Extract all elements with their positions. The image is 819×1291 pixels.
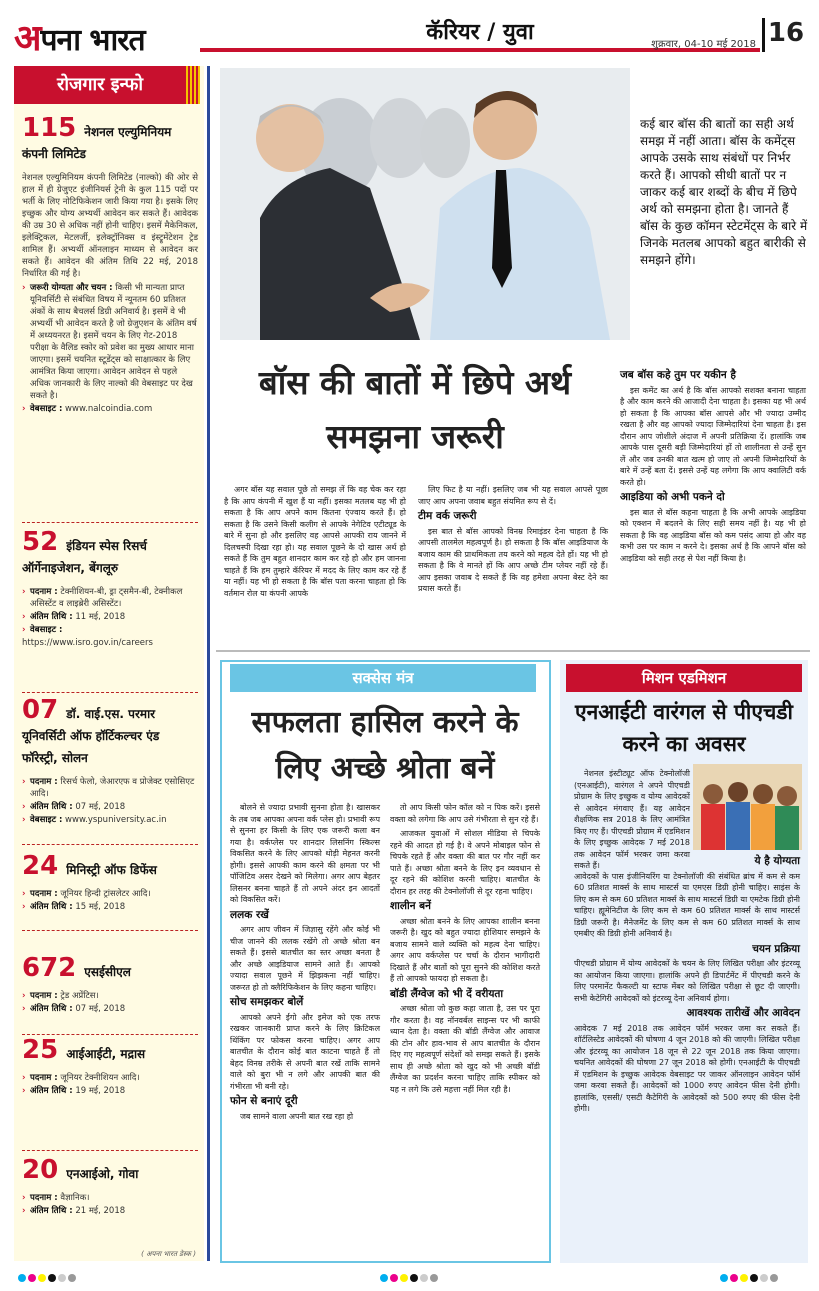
date-label: अंतिम तिथि : [30, 902, 73, 912]
paragraph: अच्छा श्रोता बनने के लिए आपका शालीन बनना जरूरी है। खुद को बहुत ज्यादा होशियार समझने के बजाय सामने वाले व्यक्ति को महत्व देना चाहिए। अगर आप वर्कप्लेस पर चर्चा के दौरान भागीदारी दिखाते हैं और बातों को पूरा सुनने की कोशिश करते हैं तो आपको फायदा हो सकता है। [390, 916, 540, 983]
website-label: वेबसाइट : [30, 815, 63, 825]
date-label: अंतिम तिथि : [30, 1086, 73, 1096]
paragraph: अगर आप जीवन में जिज्ञासु रहेंगे और कोई भी चीज जानने की ललक रखेंगे तो अच्छे श्रोता बन सकते हैं। इससे बातचीत का स्तर अच्छा बनता है और अच्छे आइडियाज सामने आते हैं। आपको ज्यादा सवाल पूछने में झिझकना नहीं चाहिए। जरूरत हो तो क्लैरिफिकेशन के लिए कहना चाहिए। [230, 925, 380, 992]
subheading: टीम वर्क जरूरी [418, 510, 477, 522]
post-label: पदनाम : [30, 587, 58, 597]
job-last-date [22, 1085, 198, 1097]
job-org: इंडियन स्पेस रिसर्च ऑर्गेनाइजेशन, बेंगलूरु [22, 539, 147, 575]
job-count: 115 [22, 113, 77, 143]
eligibility-text: किसी भी मान्यता प्राप्त यूनिवर्सिटी से संबंधित विषय में न्यूनतम 60 प्रतिशत अंकों के साथ बैचलर्स डिग्री अनिवार्य है। इसमें वे भी अभ्यर्थी भी आवेदन करते है जो ग्रेजुएशन के अंतिम वर्ष में अध्ययनरत है। इसमें चयन के लिए गेट-2018 परीक्षा के वैलिड स्कोर को प्रवेश का मुख्य आधार माना जाएगा। इसमें चयनित स्टूडेंट्स को साक्षात्कार के लिए आमंत्रित किया जाएगा। आवेदन आवेदन से पहले अधिक जानकारी के लिए नाल्को की वेबसाइट पर देख सकते है। [30, 283, 197, 401]
subheading: सोच समझकर बोलें [230, 996, 304, 1008]
paragraph: आजकल युवाओं में सोशल मीडिया से चिपके रहने की आदत हो गई है। वे अपने मोबाइल फोन से चिपके रहते हैं और वक्ता की बात पर गौर नहीं कर पाते हैं। अच्छा श्रोता बनने के लिए इन व्यवधान से दूर रहने की कोशिश करनी चाहिए। बातचीत के दौरान हर तरह की टेक्नोलॉजी से दूर रहना चाहिए। [390, 829, 540, 896]
job-org: नेशनल एल्युमिनियम कंपनी लिमिटेड [22, 125, 172, 161]
paragraph: आपको अपने ईगो और इमेज को एक तरफ रखकर जानकारी प्राप्त करने के लिए क्रिटिकल थिंकिंग पर फोकस करना चाहिए। अगर आप बातचीत के दौरान कोई बात काटना चाहते हैं तो बेहद विनम्र तरीके से अपनी बात रखें ताकि सामने वाले को बुरा भी न लगे और आपकी बात की गंभीरता भी बनी रहे। [230, 1012, 380, 1091]
website-label: वेबसाइट : [30, 404, 63, 414]
paragraph: लिए फिट है या नहीं। इसलिए जब भी यह सवाल आपसे पूछा जाए आप अपना जवाब बहुत संयमित रूप से दें। [418, 485, 608, 506]
subheading: आइडिया को अभी पकने दो [620, 491, 725, 503]
students-photo [693, 764, 802, 850]
job-post [22, 1192, 198, 1204]
paragraph: जब सामने वाला अपनी बात रख रहा हो [240, 1111, 354, 1121]
job-count: 24 [22, 851, 59, 881]
date-text: 07 मई, 2018 [75, 1004, 126, 1014]
job-item-iitm [22, 1035, 198, 1098]
date-text: 15 मई, 2018 [75, 902, 126, 912]
section-title: कॅरियर / युवा [426, 19, 534, 45]
registration-marks [720, 1274, 778, 1282]
post-label: पदनाम : [30, 991, 58, 1001]
job-count: 52 [22, 527, 59, 557]
job-separator [22, 522, 198, 523]
post-text: टेक्नीशियन-बी, ड्रा ट्समैन-बी, टेक्नीकल असिस्टेंट व लाइब्रेरी असिस्टेंट। [30, 587, 183, 609]
paragraph: इस बात से बॉस आपको विनम्र रिमाइंडर देना चाहता है कि आपसी तालमेल महत्वपूर्ण है। हो सकता है कि बॉस आइडियाज के बजाय काम की प्राथमिकता तय करने को महत्व देते हों। यह भी हो सकता है कि वे मानते हों कि आप अच्छे टीम प्लेयर नहीं रहे हैं। आप इसका जवाब दे सकते हैं कि वह हमेशा अपना बेस्ट देने का प्रयास करते हैं। [418, 526, 608, 593]
job-item-isro [22, 527, 198, 649]
registration-marks [18, 1274, 76, 1282]
paragraph: आवेदक 7 मई 2018 तक आवेदन फॉर्म भरकर जमा कर सकते हैं। शॉर्टलिस्टेड आवेदकों की घोषणा 4 जून 2018 को की जाएगी। लिखित परीक्षा और इंटरव्यू का आयोजन 18 जून से 22 जून 2018 तक किया जाएगा। चयनित आवेदकों की घोषणा 27 जून 2018 को होगी। एनआईटी के पीएचडी में एडमिशन के इच्छुक आवेदक वेबसाइट पर जाकर ऑनलाइन आवेदन फॉर्म जमा करवा सकते हैं। आवेदकों को 1000 रुपए आवेदन फीस देनी होगी। हालांकि, एससी/ एसटी कैटेगिरी के आवेदकों को 500 रुपए की फीस देनी होगी। [574, 1023, 800, 1113]
job-item-nio [22, 1155, 198, 1218]
job-website [22, 624, 198, 636]
job-post [22, 1072, 198, 1084]
job-eligibility [22, 282, 198, 402]
post-label: पदनाम : [30, 1193, 58, 1203]
job-count: 07 [22, 695, 59, 725]
job-last-date [22, 801, 198, 813]
masthead-text: पना भारत [40, 23, 145, 58]
job-item-yspu [22, 695, 198, 827]
date-text: 21 मई, 2018 [75, 1206, 126, 1216]
job-org: एसईसीएल [84, 965, 131, 979]
date-label: अंतिम तिथि : [30, 1206, 73, 1216]
article-column [224, 484, 406, 602]
job-separator [22, 1150, 198, 1151]
article-column [620, 366, 806, 567]
job-last-date [22, 611, 198, 623]
masthead-initial: अ [14, 17, 41, 59]
job-item-nalco [22, 113, 198, 416]
post-text: ट्रेड अप्रेंटिस। [60, 991, 99, 1001]
website-label: वेबसाइट : [30, 625, 63, 635]
date-label: अंतिम तिथि : [30, 802, 73, 812]
desk-credit: ( अपना भारत डेस्क ) [141, 1250, 196, 1258]
post-text: जूनियर हिन्दी ट्रांसलेटर आदि। [60, 889, 151, 899]
paragraph: अगर बॉस यह सवाल पूछे तो समझ लें कि वह चेक कर रहा है कि आप कंपनी में खुश हैं या नहीं। इसका मतलब यह भी हो सकता है कि आप अपने काम कितना एंज्वाय करते हैं। हो सकता है कि उसने किसी कलीग से आपके नेगेटिव एटीट्यूड के बारे में सुना हो और इसलिए वह आपसे आपकी राय जानने में दिलचस्पी दिखा रहा हो। यह सवाल पूछने के दो खास अर्थ हो सकते हैं कि तुम बहुत शानदार काम कर रहे हो और हम जानना चाहते हैं कि हम तुम्हारे कॅरियर में मदद के लिए काम कर रहे हैं या नहीं। यह भी हो सकता है कि बॉस पता करना चाहता हो कि वर्तमान रोल या कंपनी आपके [224, 485, 406, 598]
paragraph: आवेदकों के पास इंजीनियरिंग या टेक्नोलॉजी की संबंधित ब्रांच में कम से कम 60 प्रतिशत मार्क्स के साथ मास्टर्स या एमएस डिग्री होनी चाहिए। साइंस के लिए कम से कम 60 प्रतिशत मार्क्स के साथ मास्टर्स डिग्री या एमटेक डिग्री होनी चाहिए। ह्यूमेनिटीज के लिए कम से कम 60 प्रतिशत मार्क्स के साथ मास्टर्स डिग्री जरूरी है। मैनेजमेंट के लिए कम से कम 60 प्रतिशत मार्क्स के साथ एमबीए की डिग्री होनी अनिवार्य है। [574, 871, 800, 938]
date-text: 19 मई, 2018 [75, 1086, 126, 1096]
post-label: पदनाम : [30, 889, 58, 899]
article-headline: सफलता हासिल करने के लिए अच्छे श्रोता बनें [251, 705, 519, 786]
job-website [22, 814, 198, 826]
job-org: डॉ. वाई.एस. परमार यूनिवर्सिटी ऑफ हॉर्टिकल्चर एंड फॉरेस्ट्री, सोलन [22, 707, 160, 765]
subheading: शालीन बनें [390, 900, 432, 912]
success-mantra-tag: सक्सेस मंत्र [230, 664, 536, 692]
post-label: पदनाम : [30, 1073, 58, 1083]
date-label: अंतिम तिथि : [30, 1004, 73, 1014]
website-link[interactable]: www.nalcoindia.com [65, 404, 153, 414]
column-divider [207, 66, 210, 1261]
job-post [22, 990, 198, 1002]
students-illustration [693, 764, 802, 850]
article-column [230, 802, 380, 1125]
paragraph: नेशनल इंस्टीट्यूट ऑफ टेक्नोलॉजी (एनआईटी), वारंगल ने अपने पीएचडी प्रोग्राम के लिए इच्छुक व योग्य आवेदकों से आवेदन मंगवाए हैं। यह आवेदन शैक्षणिक सत्र 2018 के लिए आमंत्रित किए गए हैं। पीएचडी प्रोग्राम में एडमिशन के लिए इच्छुक आवेदक 7 मई 2018 तक आवेदन फॉर्म भरकर जमा करवा सकते हैं। [574, 769, 690, 870]
article-column [574, 852, 800, 1118]
subheading: बॉडी लैंग्वेज को भी दें वरीयता [390, 987, 504, 1000]
subheading: ललक रखें [230, 908, 269, 921]
article-headline: एनआईटी वारंगल से पीएचडी करने का अवसर [575, 699, 793, 756]
paragraph: तो आप किसी फोन कॉल को न पिक करें। इससे वक्ता को लगेगा कि आप उसे गंभीरता से सुन रहे हैं। [390, 803, 540, 824]
subheading: फोन से बनाएं दूरी [230, 1095, 298, 1107]
job-count: 672 [22, 953, 77, 983]
registration-marks [380, 1274, 438, 1282]
issue-date: शुक्रवार, 04-10 मई 2018 [651, 39, 756, 50]
job-last-date [22, 901, 198, 913]
job-last-date [22, 1205, 198, 1217]
job-post [22, 888, 198, 900]
article-column [390, 802, 540, 1098]
job-website [22, 403, 198, 415]
handshake-photo [220, 68, 630, 340]
eligibility-label: जरूरी योग्यता और चयन : [30, 283, 113, 293]
article-headline: बॉस की बातों में छिपे अर्थ समझना जरूरी [258, 363, 572, 456]
post-text: वैज्ञानिक। [60, 1193, 90, 1203]
job-post [22, 586, 198, 610]
date-label: अंतिम तिथि : [30, 612, 73, 622]
paragraph: इस बात से बॉस कहना चाहता है कि अभी आपके आइडिया को एक्शन में बदलने के लिए सही समय नहीं है। यह भी हो सकता है कि वह आइडिया बॉस को कम पसंद आया हो और वह कभी उस पर काम न करने दे। इसका अर्थ है कि आपने बॉस को आइडिया को सही तरह से पेश नहीं किया है। [620, 507, 806, 563]
post-text: जूनियर टेक्नीशियन आदि। [60, 1073, 140, 1083]
subheading: चयन प्रक्रिया [752, 942, 800, 955]
job-org: मिनिस्ट्री ऑफ डिफेंस [66, 863, 157, 877]
job-separator [22, 844, 198, 845]
job-org: एनआईओ, गोवा [66, 1167, 139, 1181]
job-item-secl [22, 953, 198, 1016]
page-number: 16 [762, 18, 807, 52]
post-text: रिसर्च फेलो, जेआरएफ व प्रोजेक्ट एसोसिएट आदि। [30, 777, 195, 799]
job-separator [22, 692, 198, 693]
paragraph: पीएचडी प्रोग्राम में योग्य आवेदकों के चयन के लिए लिखित परीक्षा और इंटरव्यू का आयोजन किया जाएगा। हालांकि अपने ही डिपार्टमेंट में पीएचडी करने के लिए परमानेंट फैकल्टी या स्टाफ मेंबर को लिखित परीक्षा से छूट दी जाएगी। सभी केटेगिरी आवेदकों को इंटरव्यू देना अनिवार्य होगा। [574, 959, 800, 1003]
sidebar-title: रोजगार इन्फो [14, 66, 186, 104]
subheading: ये है योग्यता [754, 855, 800, 867]
job-post [22, 776, 198, 800]
section-divider [216, 650, 810, 652]
job-description: नेशनल एल्युमिनियम कंपनी लिमिटेड (नाल्को) की ओर से हाल में ही ग्रेजुएट इंजीनियर्स ट्रेनी के कुल 115 पदों पर भर्ती के लिए नोटिफिकेशन जारी किया गया है। इसके लिए इच्छुक और योग्य अभ्यर्थी आवेदन कर सकते हैं। आवेदक की उम्र 30 से अधिक नहीं होनी चाहिए। इसमें मैकेनिकल, इलेक्ट्रिकल, मेटलर्जी, इलेक्ट्रॉनिक्स व इंस्ट्रूमेंटेशन ट्रेड शामिल हैं। अभ्यर्थी ऑनलाइन माध्यम से आवेदन कर सकते हैं। आवेदन की अंतिम तिथि 22 मई, 2018 निर्धारित की गई है। [22, 173, 198, 279]
mission-admission-tag: मिशन एडमिशन [566, 664, 802, 692]
post-label: पदनाम : [30, 777, 58, 787]
date-text: 11 मई, 2018 [75, 612, 126, 622]
article-intro: कई बार बॉस की बातों का सही अर्थ समझ में नहीं आता। बॉस के कमेंट्स आपके उसके साथ संबंधों पर निर्भर करते हैं। आपको सीधी बातों पर न जाकर कई बार शब्दों के बीच में छिपे अर्थ को समझना होता है। जानते हैं बॉस के कुछ कॉमन स्टेटमेंट्स के बारे में जिनके मतलब आपको बहुत बारीकी से समझने होंगे। [640, 117, 808, 267]
masthead-logo [14, 12, 199, 60]
job-last-date [22, 1003, 198, 1015]
subheading: जब बॉस कहे तुम पर यकीन है [620, 369, 736, 381]
date-text: 07 मई, 2018 [75, 802, 126, 812]
job-org: आईआईटी, मद्रास [66, 1047, 146, 1061]
article-column [418, 484, 608, 598]
job-item-defence [22, 851, 198, 914]
paragraph: बोलने से ज्यादा प्रभावी सुनना होता है। खासकर के तब जब आपका अपना वर्क प्लेस हो। प्रभावी रूप से सुनना हर किसी के लिए एक जरूरी कला बन गया है। वर्कप्लेस पर शानदार लिसनिंग स्किल्स विकसित करने के लिए आपको थोड़ी मेहनत करनी होगी। इससे आपकी काम करने की क्षमता पर भी पॉजिटिव असर देखने को मिलेगा। अगर आप बेहतर लिसनर बनना चाहते हैं तो अपने अंदर इन आदतों को विकसित करें। [230, 803, 380, 904]
website-link[interactable]: https://www.isro.gov.in/careers [22, 638, 153, 648]
sidebar-title-stripe [186, 66, 200, 104]
website-link[interactable]: www.yspuniversity.ac.in [65, 815, 167, 825]
job-separator [22, 930, 198, 931]
job-count: 25 [22, 1035, 59, 1065]
job-count: 20 [22, 1155, 59, 1185]
handshake-illustration [220, 68, 630, 340]
paragraph: अच्छा श्रोता जो कुछ कहा जाता है, उस पर पूरा गौर करता है। वह नॉनवर्बल साइन्स पर भी काफी ध्यान देता है। वक्ता की बॉडी लैंग्वेज और आवाज की टोन और हाव-भाव से आप बातचीत के दौरान दिए गए महत्वपूर्ण संदेशों को समझ सकते हैं। इसके साथ ही अच्छे श्रोता को खुद को भी अच्छी बॉडी लैंग्वेज का प्रदर्शन करना चाहिए ताकि स्पीकर को यह न लगे कि उसे महत्ता नहीं मिल रही है। [390, 1004, 540, 1094]
subheading: आवश्यक तारीखें और आवेदन [686, 1007, 800, 1019]
paragraph: इस कमेंट का अर्थ है कि बॉस आपको सशक्त बनाना चाहता है और काम करने की आजादी देना चाहता है। इसका यह भी अर्थ हो सकता है कि आपका बॉस आपसे और भी ज्यादा उम्मीद रखता है और वह आपको ज्यादा जिम्मेदारियां देना चाहता है। इस दौरान आप जोशीले अंदाज में अपनी प्रतिक्रिया दें। हालांकि जब आपके पास दूसरी बड़ी जिम्मेदारियां हों तो शालीनता से उन्हें सुन लें और जब उनकी बात खत्म हो जाए तो अपनी जिम्मेदारियों के बारे में उन्हें बता दें। इससे उन्हें यह लगेगा कि आप क्वालिटी वर्क करते हो। [620, 385, 806, 487]
